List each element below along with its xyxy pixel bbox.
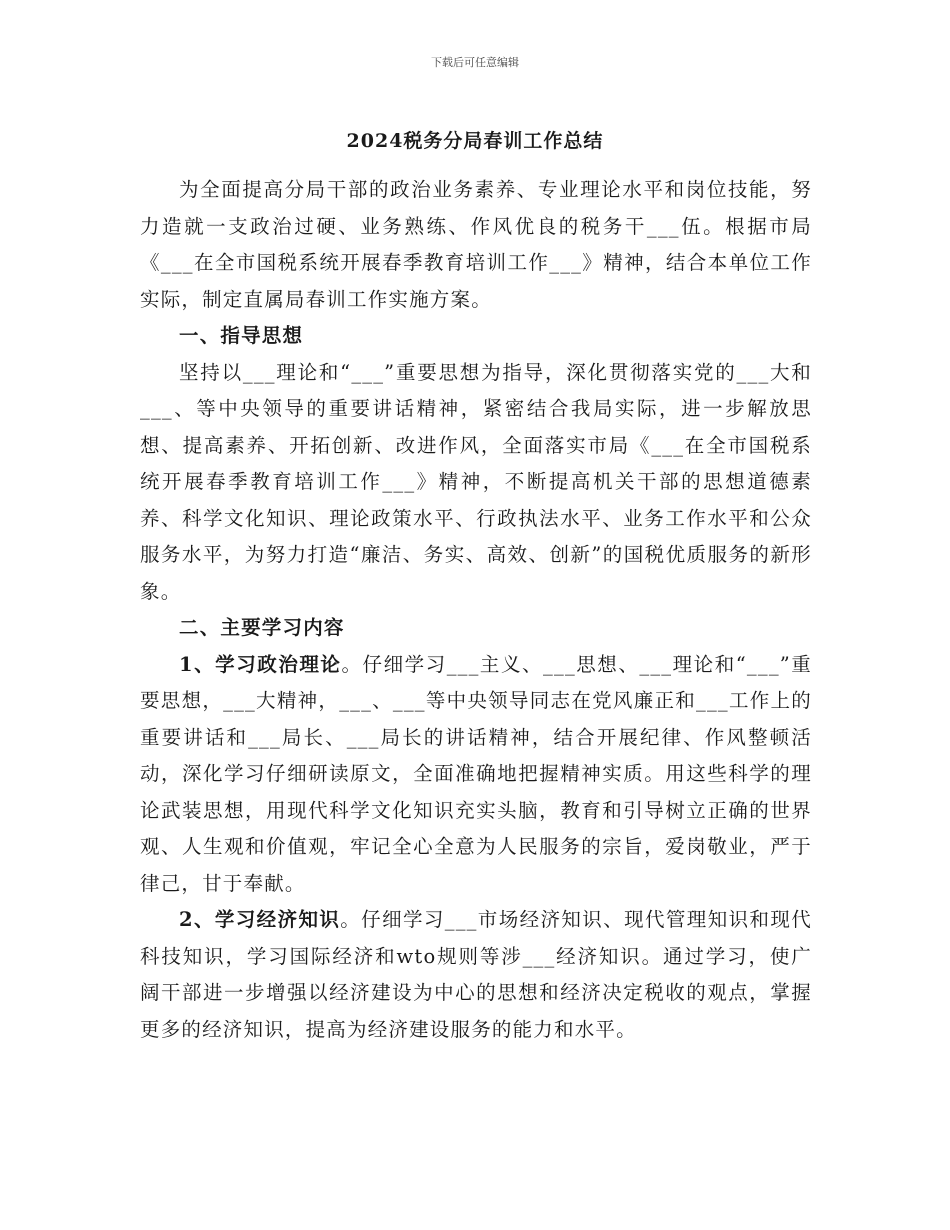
section-heading-study-content: 二、主要学习内容 bbox=[179, 616, 345, 639]
study-item-politics-text: 。仔细学习___主义、___思想、___理论和“___”重要思想，___大精神，___、___等中央领导同志在党风廉正和___工作上的重要讲话和___局长、___局长的讲话精神，结合开展纪律、作风整顿活动，深化学习仔细研读原文，全面准确地把握精神实质。用这些科学的理论武装思想，用现代科学文化知识充实头脑，教育和引导树立正确的世界观、人生观和价值观，牢记全心全意为人民服务的宗旨，爱岗敬业，严于律己，甘于奉献。 bbox=[140, 652, 812, 895]
study-item-politics bbox=[140, 647, 812, 903]
guiding-ideology-paragraph: 坚持以___理论和“___”重要思想为指导，深化贯彻落实党的___大和___、等中央领导的重要讲话精神，紧密结合我局实际，进一步解放思想、提高素养、开拓创新、改进作风，全面落实市局《___在全市国税系统开展春季教育培训工作___》精神，不断提高机关干部的思想道德素养、科学文化知识、理论政策水平、行政执法水平、业务工作水平和公众服务水平，为努力打造“廉洁、务实、高效、创新”的国税优质服务的新形象。 bbox=[140, 360, 812, 603]
study-item-economics-text: 。仔细学习___市场经济知识、现代管理知识和现代科技知识，学习国际经济和wto规则等涉___经济知识。通过学习，使广阔干部进一步增强以经济建设为中心的思想和经济决定税收的观点，掌握更多的经济知识，提高为经济建设服务的能力和水平。 bbox=[140, 908, 812, 1041]
header-note: 下载后可任意编辑 bbox=[431, 56, 519, 69]
intro-paragraph: 为全面提高分局干部的政治业务素养、专业理论水平和岗位技能，努力造就一支政治过硬、业务熟练、作风优良的税务干___伍。根据市局《___在全市国税系统开展春季教育培训工作___》精神，结合本单位工作实际，制定直属局春训工作实施方案。 bbox=[140, 178, 812, 311]
study-item-economics-lead: 2、学习经济知识 bbox=[179, 908, 341, 931]
document-body bbox=[140, 172, 812, 1048]
study-item-economics bbox=[140, 902, 812, 1048]
document-title: 2024税务分局春训工作总结 bbox=[346, 130, 604, 152]
study-item-politics-lead: 1、学习政治理论 bbox=[179, 652, 342, 676]
section-heading-guiding-ideology: 一、指导思想 bbox=[179, 324, 304, 347]
